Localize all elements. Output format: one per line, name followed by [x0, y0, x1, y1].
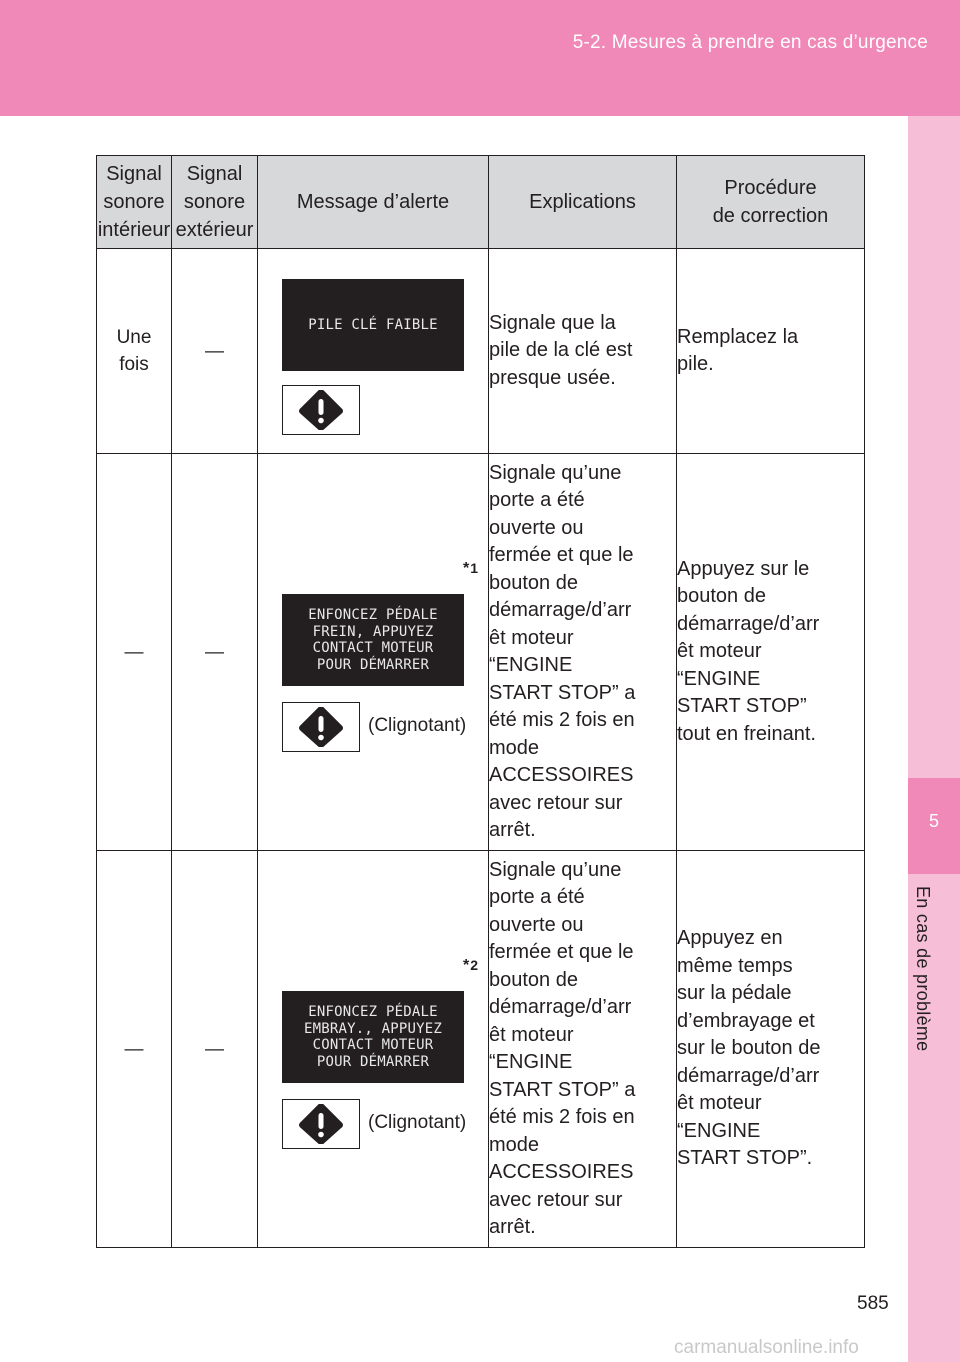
warning-symbol [282, 385, 360, 435]
exterior-buzzer-cell: — [172, 454, 258, 851]
footnote-marker: *2 [462, 957, 478, 974]
exterior-buzzer-cell: — [172, 249, 258, 454]
watermark: carmanualsonline.info [674, 1337, 859, 1358]
procedure-cell: Remplacez la pile. [677, 249, 865, 454]
explanation-cell: Signale qu’une porte a été ouverte ou fermée et que le bouton de démarrage/d’arr êt moteur “ENGINE START STOP” a été mis 2 fois en mode ACCESSOIRES avec retour sur arrêt. [489, 454, 677, 851]
exclamation-warning-icon [293, 707, 349, 747]
display-screen [282, 594, 464, 686]
exclamation-warning-icon [293, 1104, 349, 1144]
header-procedure: Procédure de correction [677, 156, 865, 249]
warning-symbol [282, 1099, 360, 1149]
chapter-number: 5 [928, 811, 939, 831]
section-title: 5-2. Mesures à prendre en cas d’urgence [572, 32, 928, 53]
table-header-row [97, 156, 865, 249]
display-screen [282, 279, 464, 371]
procedure-cell: Appuyez en même temps sur la pédale d’embrayage et sur le bouton de démarrage/d’arr êt moteur “ENGINE START STOP”. [677, 851, 865, 1248]
table-row [97, 249, 865, 454]
warning-message-cell [258, 249, 489, 454]
table-row [97, 454, 865, 851]
display-screen [282, 991, 464, 1083]
blinking-label: (Clignotant) [368, 715, 467, 736]
page-header [0, 0, 960, 116]
page-number: 585 [857, 1293, 889, 1314]
header-explanation: Explications [489, 156, 677, 249]
header-exterior-buzzer: Signal sonore extérieur [172, 156, 258, 249]
interior-buzzer-cell: — [97, 851, 172, 1248]
exclamation-warning-icon [293, 390, 349, 430]
interior-buzzer-cell: — [97, 454, 172, 851]
display-text: ENFONCEZ PÉDALE EMBRAY., APPUYEZ CONTACT MOTEUR POUR DÉMARRER [303, 1004, 443, 1070]
warning-symbol [282, 702, 360, 752]
blinking-label: (Clignotant) [368, 1112, 467, 1133]
display-text: ENFONCEZ PÉDALE FREIN, APPUYEZ CONTACT MOTEUR POUR DÉMARRER [308, 607, 438, 673]
warning-message-cell [258, 851, 489, 1248]
explanation-cell: Signale qu’une porte a été ouverte ou fermée et que le bouton de démarrage/d’arr êt moteur “ENGINE START STOP” a été mis 2 fois en mode ACCESSOIRES avec retour sur arrêt. [489, 851, 677, 1248]
table-row [97, 851, 865, 1248]
chapter-label: En cas de problème [913, 886, 933, 1052]
display-text: PILE CLÉ FAIBLE [308, 316, 438, 333]
interior-buzzer-cell: Une fois [97, 249, 172, 454]
procedure-cell: Appuyez sur le bouton de démarrage/d’arr êt moteur “ENGINE START STOP” tout en freinant. [677, 454, 865, 851]
warning-table [96, 155, 865, 1248]
footnote-marker: *1 [462, 560, 478, 577]
chapter-side-tab [908, 116, 960, 1362]
header-interior-buzzer: Signal sonore intérieur [97, 156, 172, 249]
explanation-cell: Signale que la pile de la clé est presque usée. [489, 249, 677, 454]
header-warning-message: Message d’alerte [258, 156, 489, 249]
exterior-buzzer-cell: — [172, 851, 258, 1248]
warning-message-cell [258, 454, 489, 851]
